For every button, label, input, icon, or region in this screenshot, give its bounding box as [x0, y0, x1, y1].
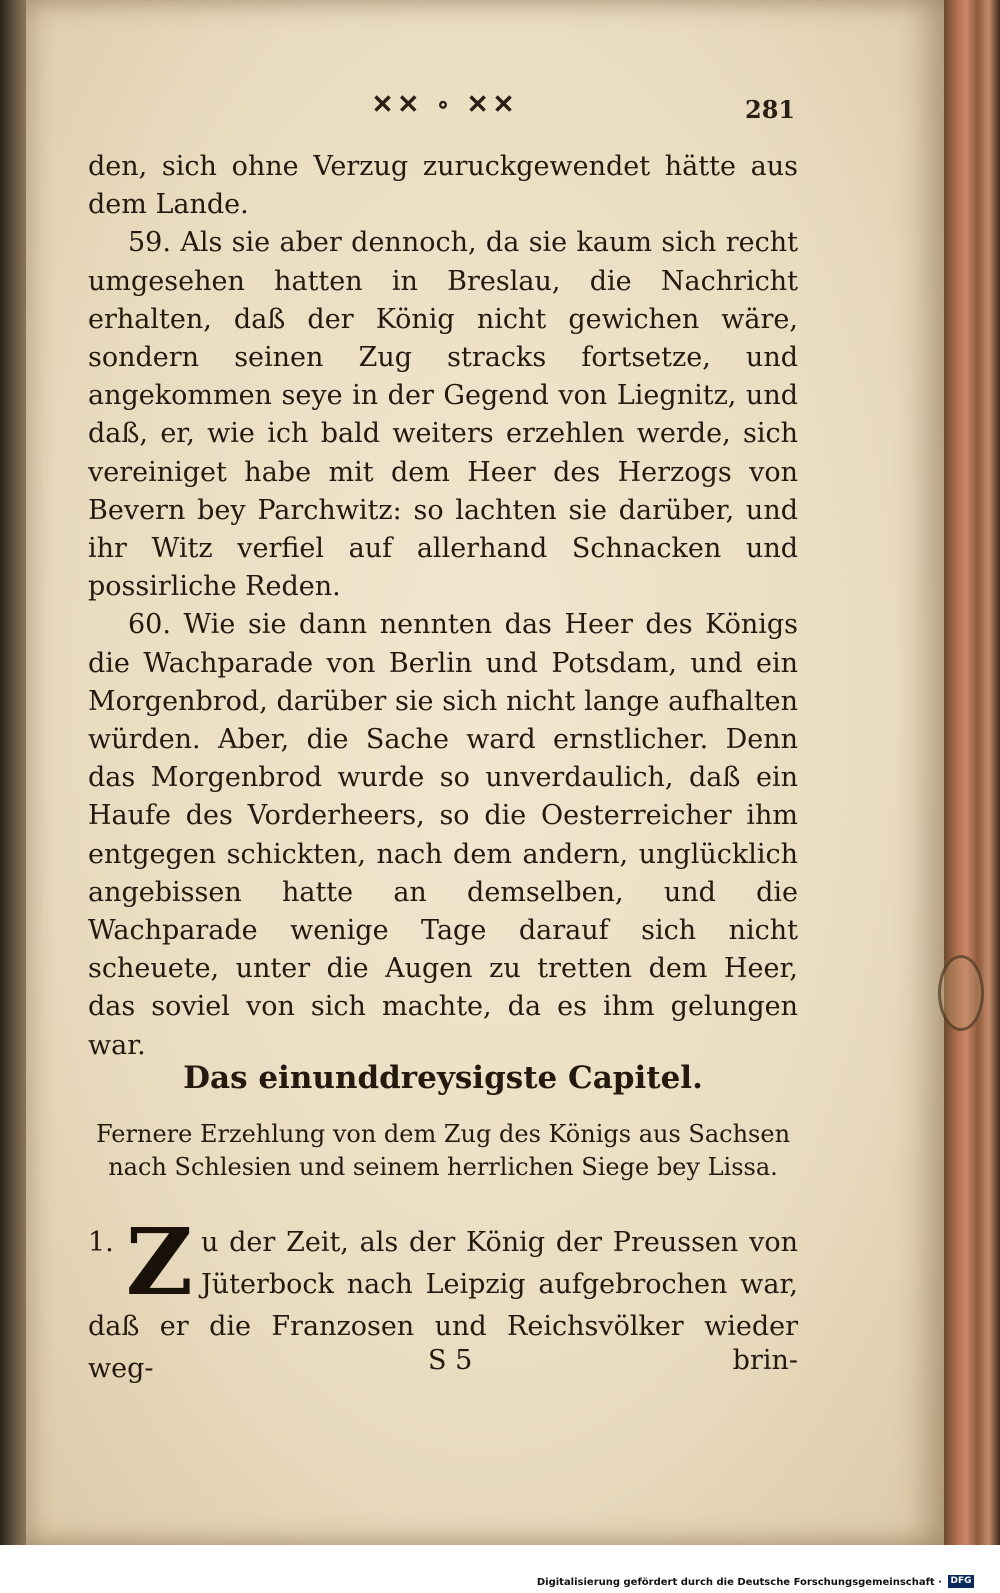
paragraph-59: 59. Als sie aber dennoch, da sie kaum sich recht umgesehen hatten in Breslau, die Nachricht erhalten, daß der König nicht gewichen wäre, sondern seinen Zug stracks fortsetze, und angekommen seye in der Gegend von Liegnitz, und daß, er, wie ich bald weiters erzehlen werde, sich vereiniget habe mit dem Heer des Herzogs von Bevern bey Parchwitz: so lachten sie darüber, und ihr Witz verfiel auf allerhand Schnacken und possirliche Reden.	[88, 227, 798, 603]
left-page-edge	[0, 0, 26, 1545]
chapter-opening-text: u der Zeit, als der König der Preussen von Jüterbock nach Leipzig aufgebrochen war, daß er die Franzosen und Reichsvölker wieder weg-	[88, 1227, 798, 1384]
body-text	[88, 148, 798, 1065]
paragraph-number: 1.	[88, 1227, 114, 1258]
digitization-credit: Digitalisierung gefördert durch die Deutsche Forschungsgemeinschaft ·	[536, 1577, 942, 1588]
page-header-ornament: ✕✕ ∘ ✕✕	[371, 90, 519, 120]
signature-mark: S 5	[428, 1345, 473, 1376]
chapter-title: Das einunddreysigste Capitel.	[183, 1060, 703, 1096]
paragraph-continuation: den, sich ohne Verzug zuruckgewendet hätte aus dem Lande.	[88, 151, 798, 221]
dfg-logo: DFG	[948, 1575, 974, 1588]
paragraph-60: 60. Wie sie dann nennten das Heer des Königs die Wachparade von Berlin und Potsdam, und ein Morgenbrod, darüber sie sich nicht lange aufhalten würden. Aber, die Sache ward ernstlicher. Denn das Morgenbrod wurde so unverdaulich, daß ein Haufe des Vorderheers, so die Oesterreicher ihm entgegen schickten, nach dem andern, unglücklich angebissen hatte an demselben, und die Wachparade wenige Tage darauf sich nicht scheuete, unter die Augen zu tretten dem Heer, das soviel von sich machte, da es ihm gelungen war.	[88, 609, 798, 1061]
drop-cap: Z	[125, 1208, 193, 1316]
page-footer-line	[88, 1345, 798, 1385]
catchword: brin-	[732, 1345, 798, 1376]
clasp-mark	[938, 955, 984, 1031]
page-number: 281	[745, 95, 796, 124]
chapter-subtitle: Fernere Erzehlung von dem Zug des Königs aus Sachsen nach Schlesien und seinem herrlichen Siege bey Lissa.	[95, 1120, 791, 1181]
book-fore-edge	[944, 0, 1000, 1545]
